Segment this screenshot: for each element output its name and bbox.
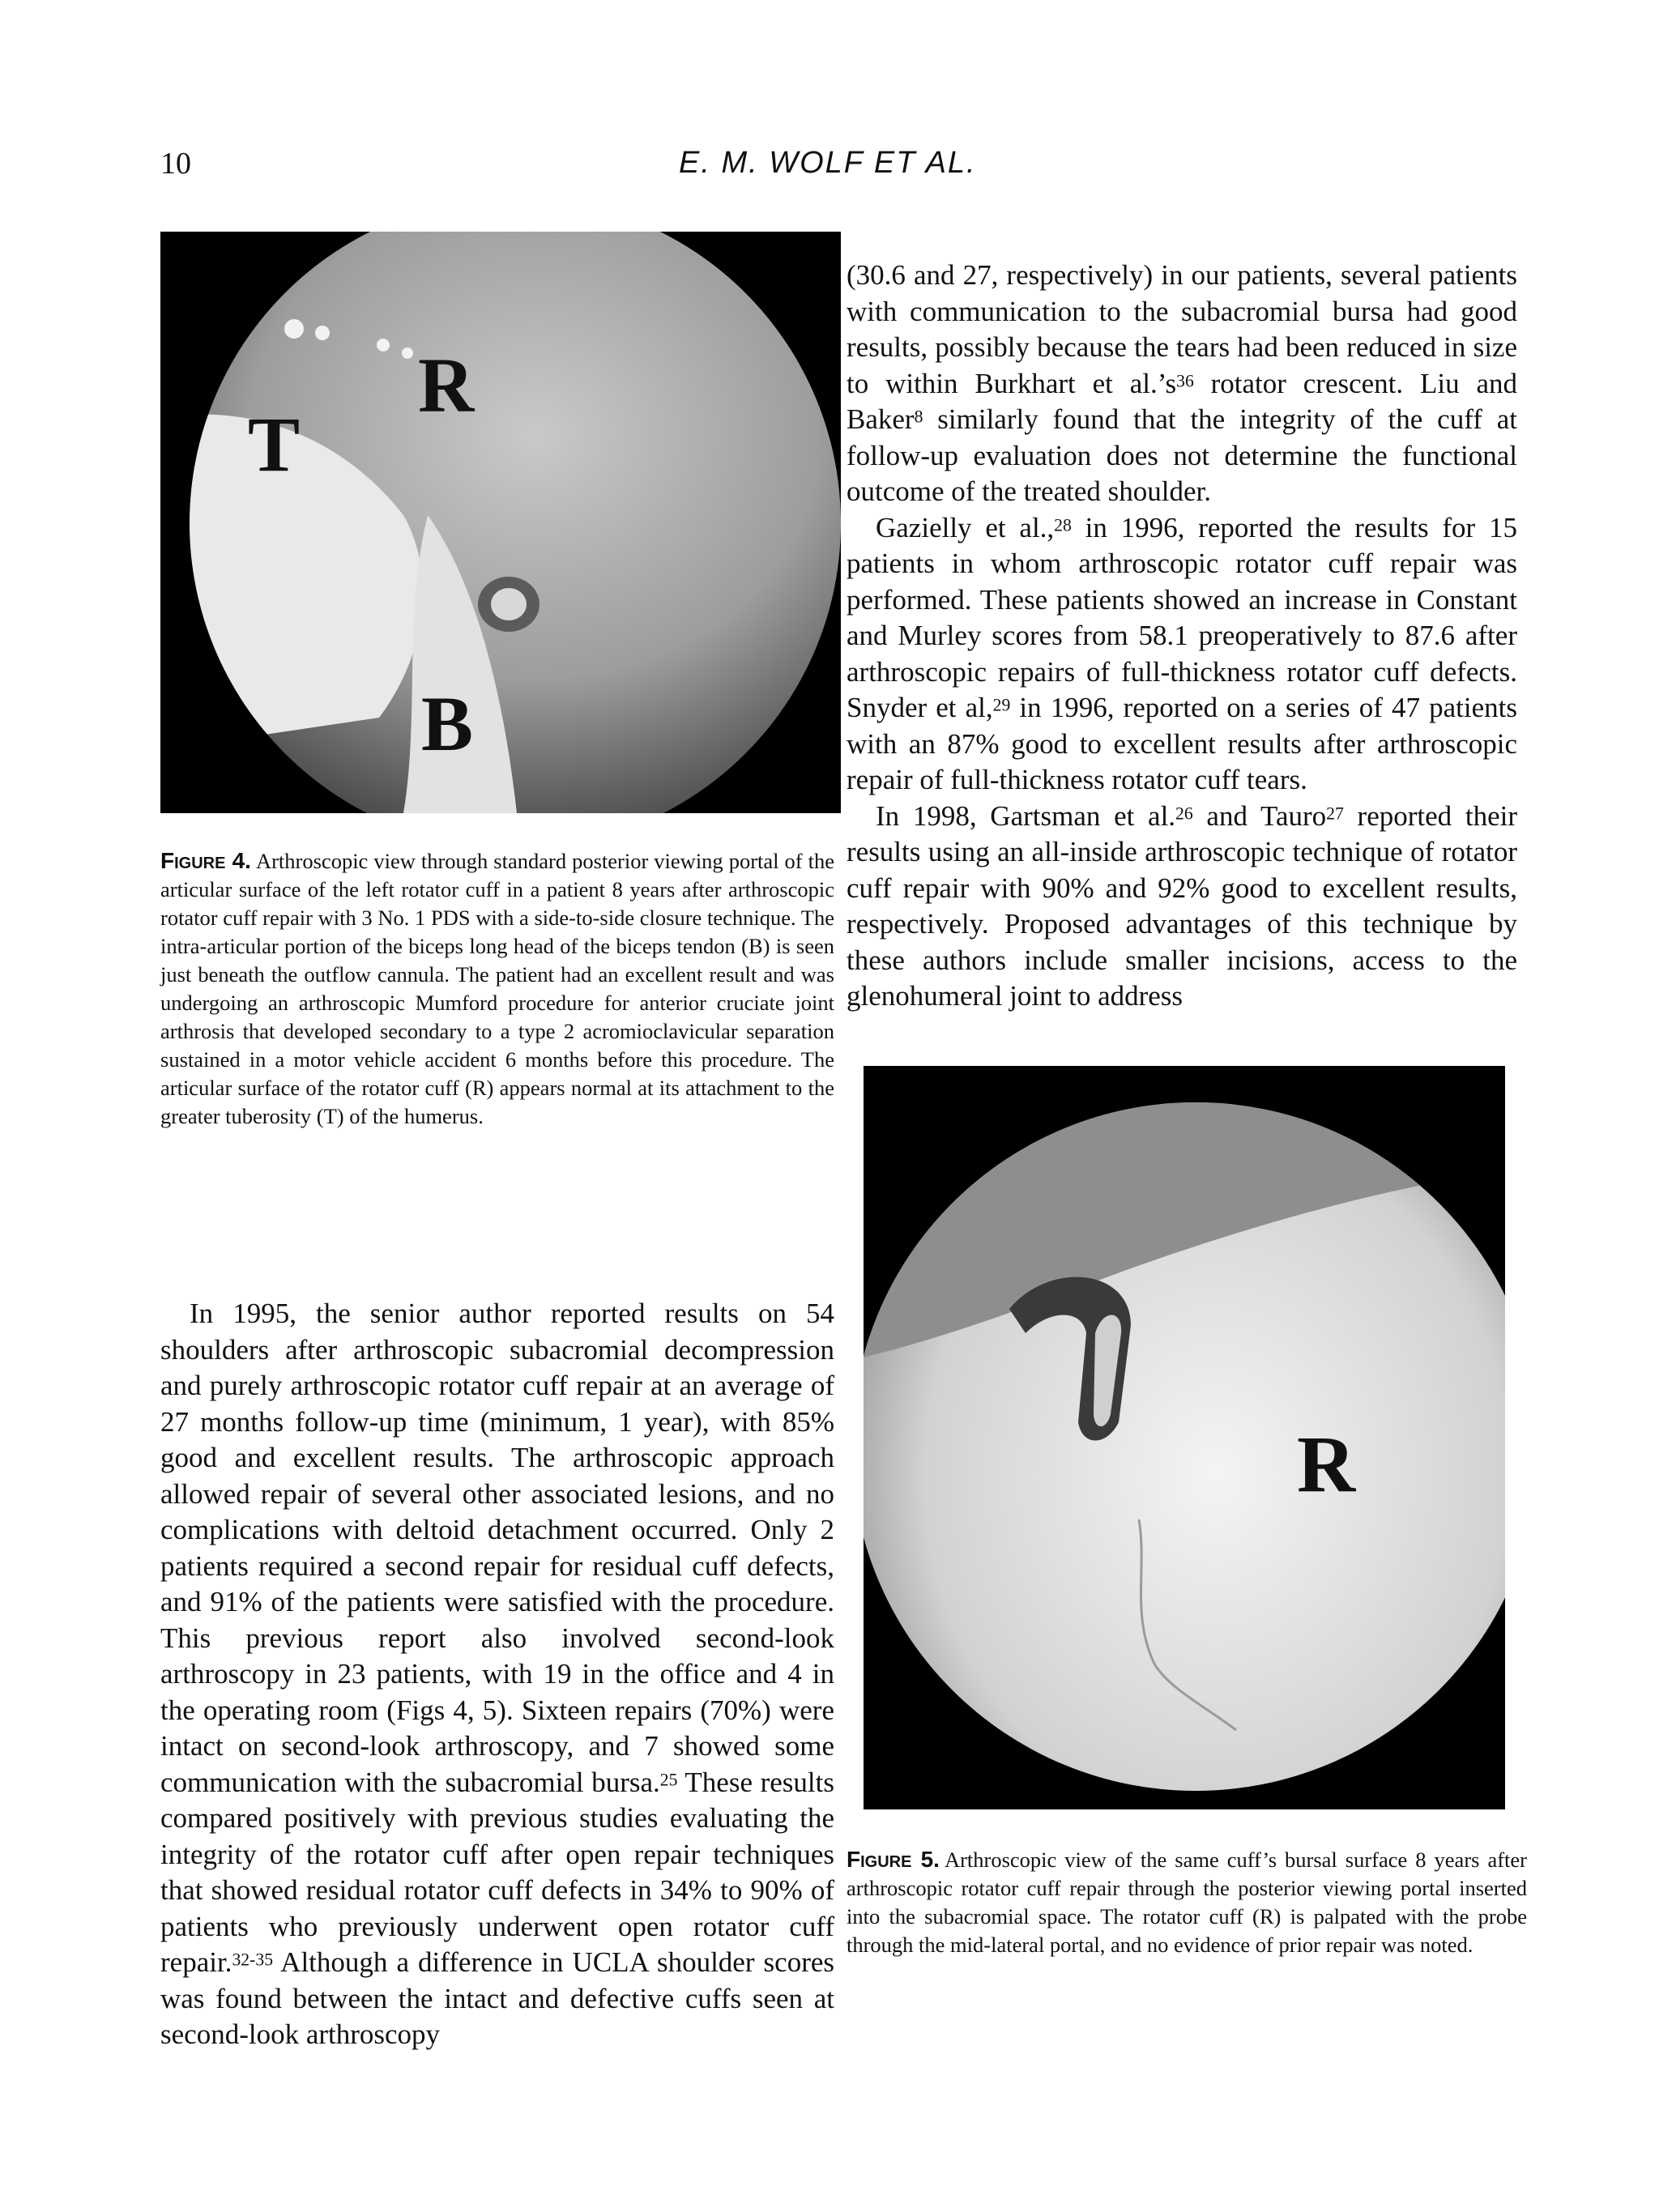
label-r: R	[418, 342, 475, 428]
paragraph: In 1998, Gartsman et al.$^{26}$ and Tauro$^{27}$ reported their results using an all-inside arthroscopic technique of rotator cuff repair with 90% and 92% good to excellent results, respectively. Proposed advantages of this technique by these authors include smaller incisions, access to the glenohumeral joint to address	[847, 799, 1517, 1012]
figure-4-caption-text: Arthroscopic view through standard posterior viewing portal of the articular surface of the left rotator cuff in a patient 8 years after arthroscopic rotator cuff repair with 3 No. 1 PDS with a side-to-side closure technique. The intra-articular portion of the biceps long head of the biceps tendon (B) is seen just beneath the outflow cannula. The patient had an excellent result and was undergoing an arthroscopic Mumford procedure for anterior cruciate joint arthrosis that developed secondary to a type 2 acromioclavicular separation sustained in a motor vehicle accident 6 months before this procedure. The articular surface of the rotator cuff (R) appears normal at its attachment to the greater tuberosity (T) of the humerus.	[160, 849, 834, 1128]
figure-4-caption-label: Figure 4.	[160, 848, 251, 873]
figure-4-caption	[160, 846, 834, 1131]
running-title: E. M. WOLF ET AL.	[679, 146, 977, 180]
paragraph: In 1995, the senior author reported results on 54 shoulders after arthroscopic subacromial decompression and purely arthroscopic rotator cuff repair at an average of 27 months follow-up time (minimum, 1 year), with 85% good and excellent results. The arthroscopic approach allowed repair of several other associated lesions, and no complications with deltoid detachment occurred. Only 2 patients required a second repair for residual cuff defects, and 91% of the patients were satisfied with the procedure. This previous report also involved second-look arthroscopy in 23 patients, with 19 in the office and 4 in the operating room (Figs 4, 5). Sixteen repairs (70%) were intact on second-look arthroscopy, and 7 showed some communication with the subacromial bursa.$^{25}$ These results compared positively with previous studies evaluating the integrity of the rotator cuff after open repair techniques that showed residual rotator cuff defects in 34% to 90% of patients who previously underwent open rotator cuff repair.$^{32-35}$ Although a difference in UCLA shoulder scores was found between the intact and defective cuffs seen at second-look arthroscopy	[160, 1298, 834, 2050]
figure-4-photo	[160, 232, 841, 813]
figure-4-image	[160, 232, 841, 813]
page-number: 10	[160, 147, 191, 181]
right-column-text	[847, 258, 1517, 1015]
paragraph: Gazielly et al.,$^{28}$ in 1996, reported the results for 15 patients in whom arthroscopic rotator cuff repair was performed. These patients showed an increase in Constant and Murley scores from 58.1 preoperatively to 87.6 after arthroscopic repairs of full-thickness rotator cuff defects. Snyder et al,$^{29}$ in 1996, reported on a series of 47 patients with an 87% good to excellent results after arthroscopic repair of full-thickness rotator cuff tears.	[847, 511, 1517, 795]
label-t: T	[248, 401, 301, 488]
paragraph: (30.6 and 27, respectively) in our patients, several patients with communication to the subacromial bursa had good results, possibly because the tears had been reduced in size to within Burkhart et $al.’s^{36}$ rotator crescent. Liu and Baker$^8$ similarly found that the integrity of the cuff at follow-up evaluation does not determine the functional outcome of the treated shoulder.	[847, 259, 1517, 507]
left-column-text	[160, 1296, 834, 2053]
figure-5-caption-text: Arthroscopic view of the same cuff’s bursal surface 8 years after arthroscopic rotator cuff repair through the posterior viewing portal inserted into the subacromial space. The rotator cuff (R) is palpated with the probe through the mid-lateral portal, and no evidence of prior repair was noted.	[847, 1848, 1527, 1957]
figure-5-photo	[864, 1066, 1505, 1809]
figure-5-caption	[847, 1845, 1527, 1959]
label-r: R	[1297, 1419, 1356, 1509]
figure-5-caption-label: Figure 5.	[847, 1847, 940, 1872]
figure-5-image	[864, 1066, 1505, 1809]
label-b: B	[421, 680, 474, 767]
